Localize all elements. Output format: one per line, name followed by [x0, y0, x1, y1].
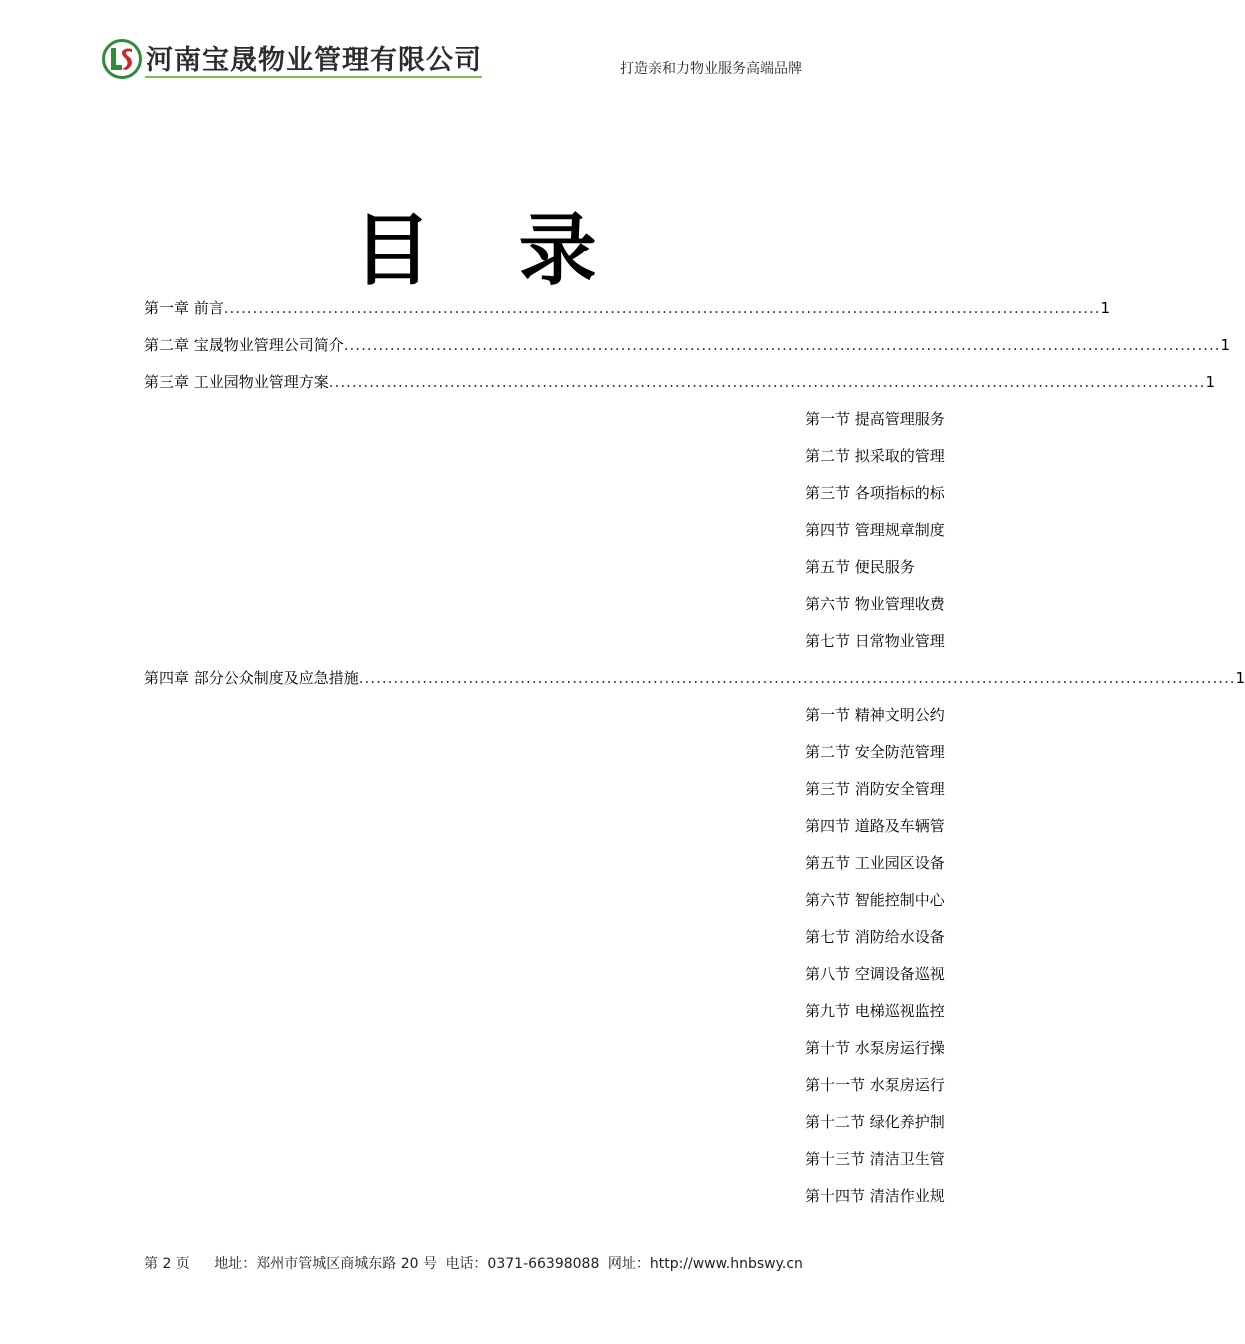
toc-section[interactable]: 第十一节 水泵房运行 [805, 1076, 945, 1094]
toc-section[interactable]: 第三节 消防安全管理 [805, 780, 945, 798]
toc-section[interactable]: 第三节 各项指标的标 [805, 484, 945, 502]
toc-chapter-1[interactable] [144, 297, 1111, 319]
toc-page-number: 1 [1100, 299, 1111, 317]
toc-section[interactable]: 第七节 消防给水设备 [805, 928, 945, 946]
toc-section[interactable]: 第五节 工业园区设备 [805, 854, 945, 872]
company-name: 河南宝晟物业管理有限公司 [146, 45, 482, 76]
toc-leader-dots: ........................................................................................................................................................ [223, 299, 1101, 317]
toc-section[interactable]: 第四节 道路及车辆管 [805, 817, 945, 835]
toc-chapter-2[interactable] [144, 334, 1231, 356]
toc-section[interactable]: 第二节 安全防范管理 [805, 743, 945, 761]
footer-phone: 电话：0371-66398088 [445, 1256, 600, 1272]
toc-section[interactable]: 第八节 空调设备巡视 [805, 965, 945, 983]
toc-page-number: 1 [1235, 669, 1245, 687]
toc-chapter-label: 第四章 部分公众制度及应急措施 [144, 669, 359, 687]
company-header [102, 38, 482, 79]
company-slogan: 打造亲和力物业服务高端品牌 [620, 61, 802, 77]
toc-section[interactable]: 第十四节 清洁作业规 [805, 1187, 945, 1205]
page-footer [144, 1253, 807, 1273]
toc-chapter-3[interactable] [144, 371, 1216, 393]
toc-section[interactable]: 第五节 便民服务 [805, 558, 945, 576]
toc-section[interactable]: 第七节 日常物业管理 [805, 632, 945, 650]
company-logo-icon [102, 39, 142, 79]
toc-chapter-label: 第三章 工业园物业管理方案 [144, 373, 329, 391]
toc-page-number: 1 [1205, 373, 1216, 391]
toc-section[interactable]: 第十三节 清洁卫生管 [805, 1150, 945, 1168]
toc-section[interactable]: 第二节 拟采取的管理 [805, 447, 945, 465]
toc-leader-dots: ........................................................................................................................................................ [328, 373, 1206, 391]
toc-section[interactable]: 第四节 管理规章制度 [805, 521, 945, 539]
header-divider [145, 76, 482, 78]
toc-section[interactable]: 第一节 提高管理服务 [805, 410, 945, 428]
toc-chapter-label: 第二章 宝晟物业管理公司简介 [144, 336, 344, 354]
toc-section[interactable]: 第十二节 绿化养护制 [805, 1113, 945, 1131]
toc-leader-dots: ........................................................................................................................................................ [343, 336, 1221, 354]
toc-section[interactable]: 第六节 智能控制中心 [805, 891, 945, 909]
toc-section[interactable]: 第十节 水泵房运行操 [805, 1039, 945, 1057]
toc-chapter-label: 第一章 前言 [144, 299, 224, 317]
toc-title: 目 录 [353, 205, 627, 296]
toc-section[interactable]: 第九节 电梯巡视监控 [805, 1002, 945, 1020]
toc-leader-dots: ........................................................................................................................................................ [358, 669, 1236, 687]
toc-section[interactable]: 第一节 精神文明公约 [805, 706, 945, 724]
footer-address: 地址：郑州市管城区商城东路 20 号 [214, 1256, 437, 1272]
toc-page-number: 1 [1220, 336, 1231, 354]
toc-section[interactable]: 第六节 物业管理收费 [805, 595, 945, 613]
footer-website: 网址：http://www.hnbswy.cn [607, 1256, 803, 1272]
footer-page-number: 第 2 页 [144, 1256, 190, 1272]
toc-chapter-4[interactable] [144, 667, 1245, 689]
